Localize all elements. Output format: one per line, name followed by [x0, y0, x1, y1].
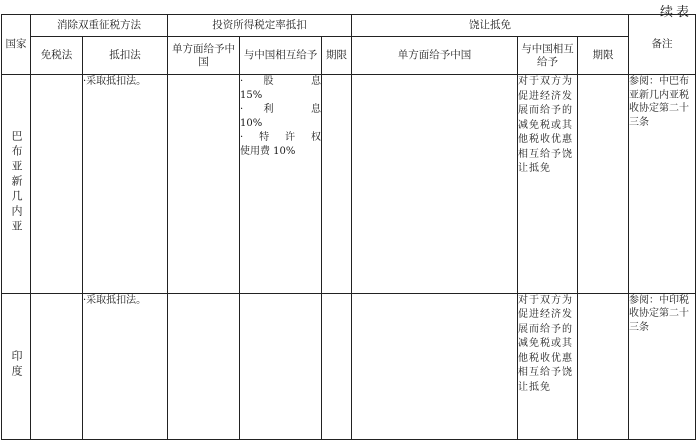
- header-tax-sparing: 饶让抵免: [352, 15, 629, 37]
- sparing-mutual-cell: 对于双方为促进经济发展而给予的减免税或其他税收优惠相互给予饶让抵免: [518, 75, 578, 294]
- mutual-rates-cell: [240, 293, 322, 439]
- header-sparing-mutual: 与中国相互给予: [518, 37, 578, 75]
- rate-line: ·特许权: [240, 132, 321, 144]
- continued-label: 续表: [659, 5, 692, 20]
- rate-line: · 利 息: [240, 104, 321, 116]
- rate-line: · 股 息: [240, 76, 321, 88]
- exemption-cell: [31, 293, 83, 439]
- header-mutual: 与中国相互给予: [240, 37, 322, 75]
- header-row-1: [2, 15, 696, 37]
- sparing-unilateral-cell: [352, 75, 518, 294]
- country-name: 巴布亚新几内亚: [10, 129, 23, 235]
- header-row-2: [2, 37, 696, 75]
- header-unilateral: 单方面给予中国: [168, 37, 240, 75]
- credit-cell: ·采取抵扣法。: [83, 293, 168, 439]
- header-exemption: 免税法: [31, 37, 83, 75]
- tax-treaty-table: [1, 14, 696, 440]
- mutual-rates-cell: [240, 75, 322, 294]
- country-name: 印度: [10, 349, 23, 380]
- remarks-cell: 参阅：中印税收协定第二十三条: [629, 293, 696, 439]
- table-row: [2, 75, 696, 294]
- header-fixed-rate: 投资所得税定率抵扣: [168, 15, 352, 37]
- table-row: [2, 293, 696, 439]
- unilateral-cell: [168, 75, 240, 294]
- rate-line: 15%: [240, 90, 263, 102]
- sparing-unilateral-cell: [352, 293, 518, 439]
- sparing-period-cell: [578, 293, 629, 439]
- header-sparing-period: 期限: [578, 37, 629, 75]
- header-period: 期限: [322, 37, 352, 75]
- header-credit: 抵扣法: [83, 37, 168, 75]
- unilateral-cell: [168, 293, 240, 439]
- period-cell: [322, 75, 352, 294]
- sparing-mutual-cell: 对于双方为促进经济发展而给予的减免税或其他税收优惠相互给予饶让抵免: [518, 293, 578, 439]
- header-sparing-unilateral: 单方面给予中国: [352, 37, 518, 75]
- header-remarks: 备注: [629, 15, 696, 75]
- remarks-cell: 参阅：中巴布亚新几内亚税收协定第二十三条: [629, 75, 696, 294]
- credit-cell: ·采取抵扣法。: [83, 75, 168, 294]
- header-country: 国家: [2, 15, 31, 75]
- sparing-period-cell: [578, 75, 629, 294]
- header-double-tax: 消除双重征税方法: [31, 15, 168, 37]
- period-cell: [322, 293, 352, 439]
- rate-line: 使用费 10%: [240, 146, 296, 158]
- exemption-cell: [31, 75, 83, 294]
- rate-line: 10%: [240, 118, 263, 130]
